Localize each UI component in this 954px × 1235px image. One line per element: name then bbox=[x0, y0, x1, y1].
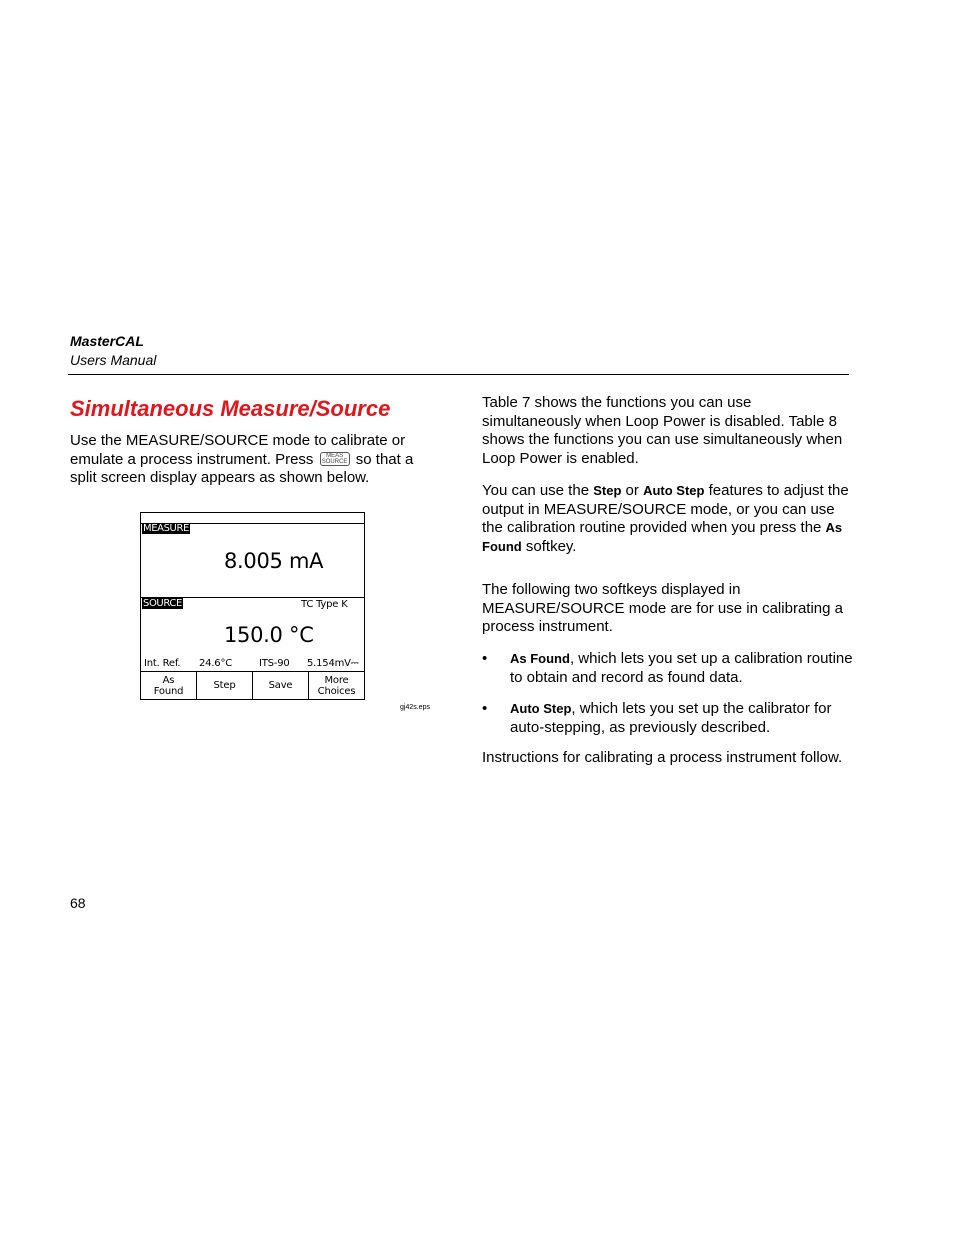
running-header-title: MasterCAL bbox=[70, 333, 144, 349]
step-softkey-name: Step bbox=[593, 483, 622, 498]
auto-step-desc: , which lets you set up the calibrator for auto-stepping, as previously described. bbox=[510, 700, 832, 736]
key-label-1: MEAS bbox=[326, 452, 344, 459]
right-paragraph-1: Table 7 shows the functions you can use simultaneously when Loop Power is disabled. Table 8 shows the functions you can use simultaneously when Loop Power is enabled. bbox=[482, 394, 843, 468]
page-number: 68 bbox=[70, 895, 86, 911]
figure-caption: gj42s.eps bbox=[400, 704, 430, 711]
softkey-label: More bbox=[324, 674, 349, 686]
softkey-more-choices[interactable] bbox=[309, 672, 364, 699]
intro-text-2: so that a split screen display appears as shown below. bbox=[70, 450, 414, 487]
source-value: 150.0 °C bbox=[224, 623, 314, 647]
p2-text-c: features to adjust the output in MEASURE/SOURCE mode, or you can use the calibration routine provided when you press the bbox=[482, 482, 849, 537]
softkey-as-found[interactable] bbox=[141, 672, 197, 699]
running-header-subtitle: Users Manual bbox=[70, 352, 157, 368]
meas-source-key-icon bbox=[320, 452, 350, 466]
key-label-2: SOURCE bbox=[321, 458, 348, 465]
as-found-softkey-name: As Found bbox=[482, 520, 843, 555]
auto-step-key: Auto Step bbox=[510, 701, 572, 716]
info-its: ITS-90 bbox=[259, 658, 290, 669]
as-found-key: As Found bbox=[510, 651, 570, 666]
right-paragraph-3: The following two softkeys displayed in MEASURE/SOURCE mode are for use in calibrating a process instrument. bbox=[482, 581, 843, 636]
softkey-step[interactable] bbox=[197, 672, 253, 699]
source-label: SOURCE bbox=[143, 598, 182, 609]
intro-text-1: Use the MEASURE/SOURCE mode to calibrate or emulate a process instrument. Press bbox=[70, 432, 406, 468]
p2-text-d: softkey. bbox=[521, 538, 577, 556]
intro-paragraph bbox=[70, 432, 440, 488]
measure-label: MEASURE bbox=[143, 523, 189, 534]
p2-text-a: You can use the bbox=[482, 482, 594, 499]
as-found-desc: , which lets you set up a calibration routine to obtain and record as found data. bbox=[510, 650, 853, 686]
softkey-label: As bbox=[162, 674, 175, 686]
measure-value: 8.005 mA bbox=[224, 549, 324, 573]
softkey-label: Found bbox=[153, 685, 184, 697]
softkey-bar bbox=[141, 671, 364, 699]
split-screen-display bbox=[140, 512, 365, 700]
auto-step-softkey-name: Auto Step bbox=[643, 483, 705, 498]
tc-type-label: TC Type K bbox=[301, 599, 348, 610]
bullet-marker: • bbox=[482, 650, 488, 667]
softkey-save[interactable] bbox=[253, 672, 309, 699]
bullet-item-as-found bbox=[510, 650, 855, 687]
softkey-label: Step bbox=[213, 680, 236, 691]
right-paragraph-2 bbox=[482, 482, 849, 557]
section-title: Simultaneous Measure/Source bbox=[70, 396, 391, 421]
softkey-label: Save bbox=[268, 680, 293, 691]
info-temp: 24.6°C bbox=[199, 658, 233, 669]
bullet-marker: • bbox=[482, 700, 488, 717]
info-ref: Int. Ref. bbox=[144, 658, 181, 669]
p2-text-b: or bbox=[621, 482, 644, 499]
header-rule bbox=[68, 374, 849, 375]
softkey-label: Choices bbox=[317, 685, 356, 697]
right-paragraph-4: Instructions for calibrating a process instrument follow. bbox=[482, 749, 843, 766]
info-mv: 5.154mV⎓ bbox=[307, 658, 359, 669]
bullet-item-auto-step bbox=[510, 700, 855, 737]
